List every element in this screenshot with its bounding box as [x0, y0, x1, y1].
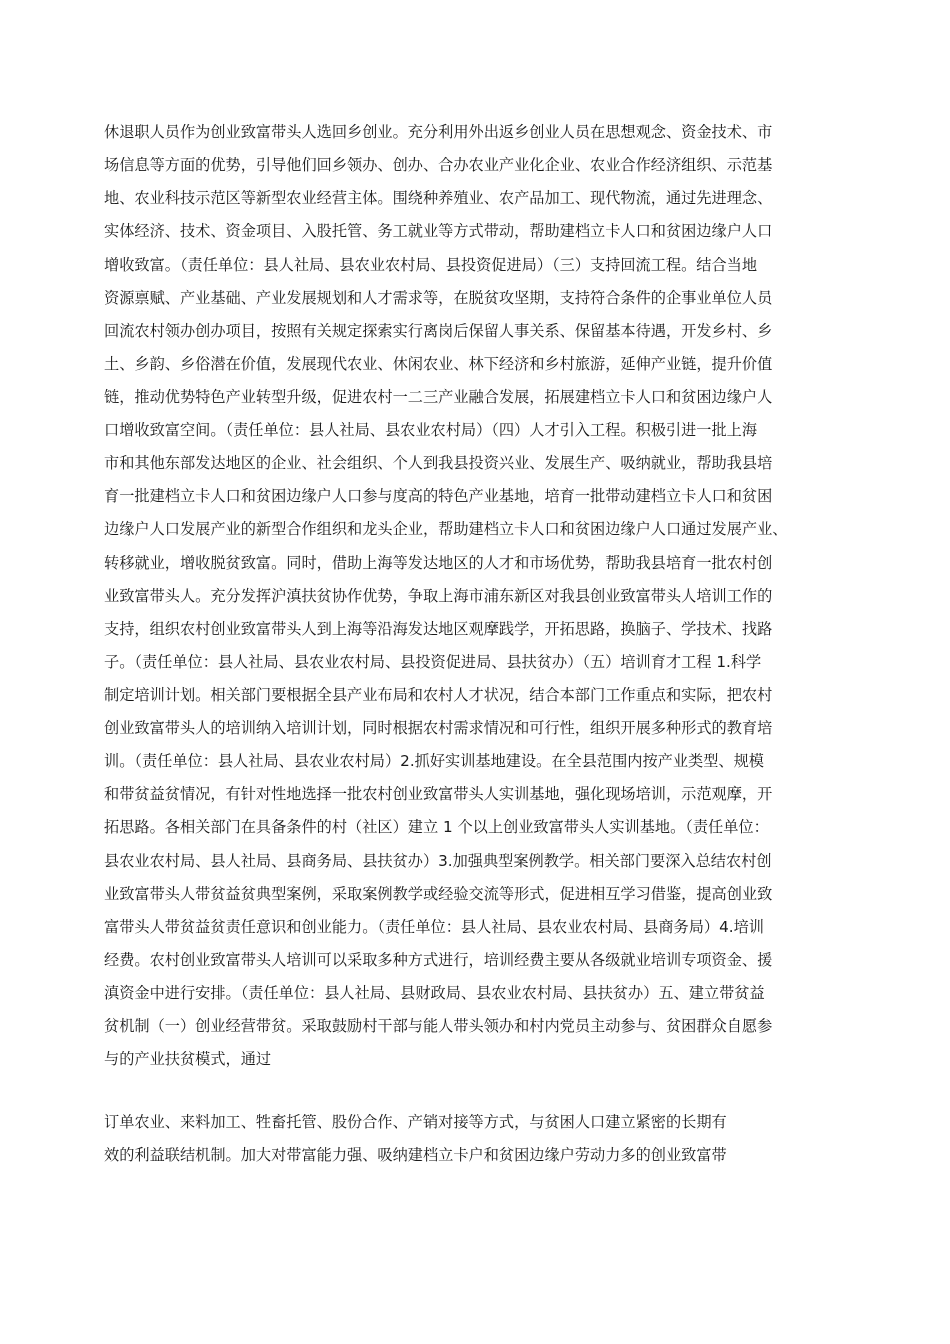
paragraph-line: 效的利益联结机制。加大对带富能力强、吸纳建档立卡户和贫困边缘户劳动力多的创业致富带 — [104, 1146, 727, 1164]
paragraph-line: 育一批建档立卡人口和贫困边缘户人口参与度高的特色产业基地，培育一批带动建档立卡人口和贫困 — [104, 487, 773, 505]
paragraph-line: 制定培训计划。相关部门要根据全县产业布局和农村人才状况，结合本部门工作重点和实际，把农村 — [104, 686, 773, 704]
paragraph-line: 与的产业扶贫模式，通过 — [104, 1050, 272, 1068]
paragraph-line: 创业致富带头人的培训纳入培训计划，同时根据农村需求情况和可行性，组织开展多种形式的教育培 — [104, 719, 773, 737]
paragraph-line: 县农业农村局、县人社局、县商务局、县扶贫办）3.加强典型案例教学。相关部门要深入总结农村创 — [104, 852, 772, 870]
paragraph-line: 增收致富。（责任单位：县人社局、县农业农村局、县投资促进局）（三）支持回流工程。结合当地 — [104, 256, 758, 274]
paragraph-line: 实体经济、技术、资金项目、入股托管、务工就业等方式带动，帮助建档立卡人口和贫困边缘户人口 — [104, 222, 773, 240]
paragraph-line: 子。（责任单位：县人社局、县农业农村局、县投资促进局、县扶贫办）（五）培训育才工程 1.科学 — [104, 653, 762, 671]
paragraph-line: 富带头人带贫益贫责任意识和创业能力。（责任单位：县人社局、县农业农村局、县商务局）4.培训 — [104, 918, 764, 936]
paragraph-line: 拓思路。各相关部门在具备条件的村（社区）建立 1 个以上创业致富带头人实训基地。（责任单位： — [104, 818, 769, 836]
paragraph-line: 回流农村领办创办项目，按照有关规定探索实行离岗后保留人事关系、保留基本待遇，开发乡村、乡 — [104, 322, 773, 340]
paragraph-line: 业致富带头人带贫益贫典型案例，采取案例教学或经验交流等形式，促进相互学习借鉴，提高创业致 — [104, 885, 773, 903]
paragraph-line: 边缘户人口发展产业的新型合作组织和龙头企业，帮助建档立卡人口和贫困边缘户人口通过发展产业、 — [104, 520, 788, 538]
paragraph-line: 地、农业科技示范区等新型农业经营主体。围绕种养殖业、农产品加工、现代物流，通过先进理念、 — [104, 189, 773, 207]
paragraph-line: 场信息等方面的优势，引导他们回乡领办、创办、合办农业产业化企业、农业合作经济组织、示范基 — [104, 156, 773, 174]
paragraph-line: 滇资金中进行安排。（责任单位：县人社局、县财政局、县农业农村局、县扶贫办）五、建立带贫益 — [104, 984, 765, 1002]
paragraph-line: 转移就业，增收脱贫致富。同时，借助上海等发达地区的人才和市场优势，帮助我县培育一批农村创 — [104, 554, 773, 572]
paragraph-line: 订单农业、来料加工、牲畜托管、股份合作、产销对接等方式，与贫困人口建立紧密的长期有 — [104, 1113, 727, 1131]
paragraph-line: 市和其他东部发达地区的企业、社会组织、个人到我县投资兴业、发展生产、吸纳就业，帮助我县培 — [104, 454, 773, 472]
paragraph-line: 土、乡韵、乡俗潜在价值，发展现代农业、休闲农业、林下经济和乡村旅游，延伸产业链，提升价值 — [104, 355, 773, 373]
paragraph-line: 链，推动优势特色产业转型升级，促进农村一二三产业融合发展，拓展建档立卡人口和贫困边缘户人 — [104, 388, 773, 406]
paragraph-line: 经费。农村创业致富带头人培训可以采取多种方式进行，培训经费主要从各级就业培训专项资金、援 — [104, 951, 773, 969]
paragraph-line: 和带贫益贫情况，有针对性地选择一批农村创业致富带头人实训基地，强化现场培训，示范观摩，开 — [104, 785, 773, 803]
paragraph-line: 训。（责任单位：县人社局、县农业农村局）2.抓好实训基地建设。在全县范围内按产业类型、规模 — [104, 752, 764, 770]
paragraph-line: 贫机制（一）创业经营带贫。采取鼓励村干部与能人带头领办和村内党员主动参与、贫困群众自愿参 — [104, 1017, 773, 1035]
paragraph-line: 休退职人员作为创业致富带头人选回乡创业。充分利用外出返乡创业人员在思想观念、资金技术、市 — [104, 123, 773, 141]
paragraph-line: 业致富带头人。充分发挥沪滇扶贫协作优势，争取上海市浦东新区对我县创业致富带头人培训工作的 — [104, 587, 773, 605]
paragraph-line: 口增收致富空间。（责任单位：县人社局、县农业农村局）（四）人才引入工程。积极引进一批上海 — [104, 421, 758, 439]
paragraph-line: 资源禀赋、产业基础、产业发展规划和人才需求等，在脱贫攻坚期，支持符合条件的企事业单位人员 — [104, 289, 773, 307]
paragraph-line: 支持，组织农村创业致富带头人到上海等沿海发达地区观摩践学，开拓思路，换脑子、学技术、找路 — [104, 620, 773, 638]
